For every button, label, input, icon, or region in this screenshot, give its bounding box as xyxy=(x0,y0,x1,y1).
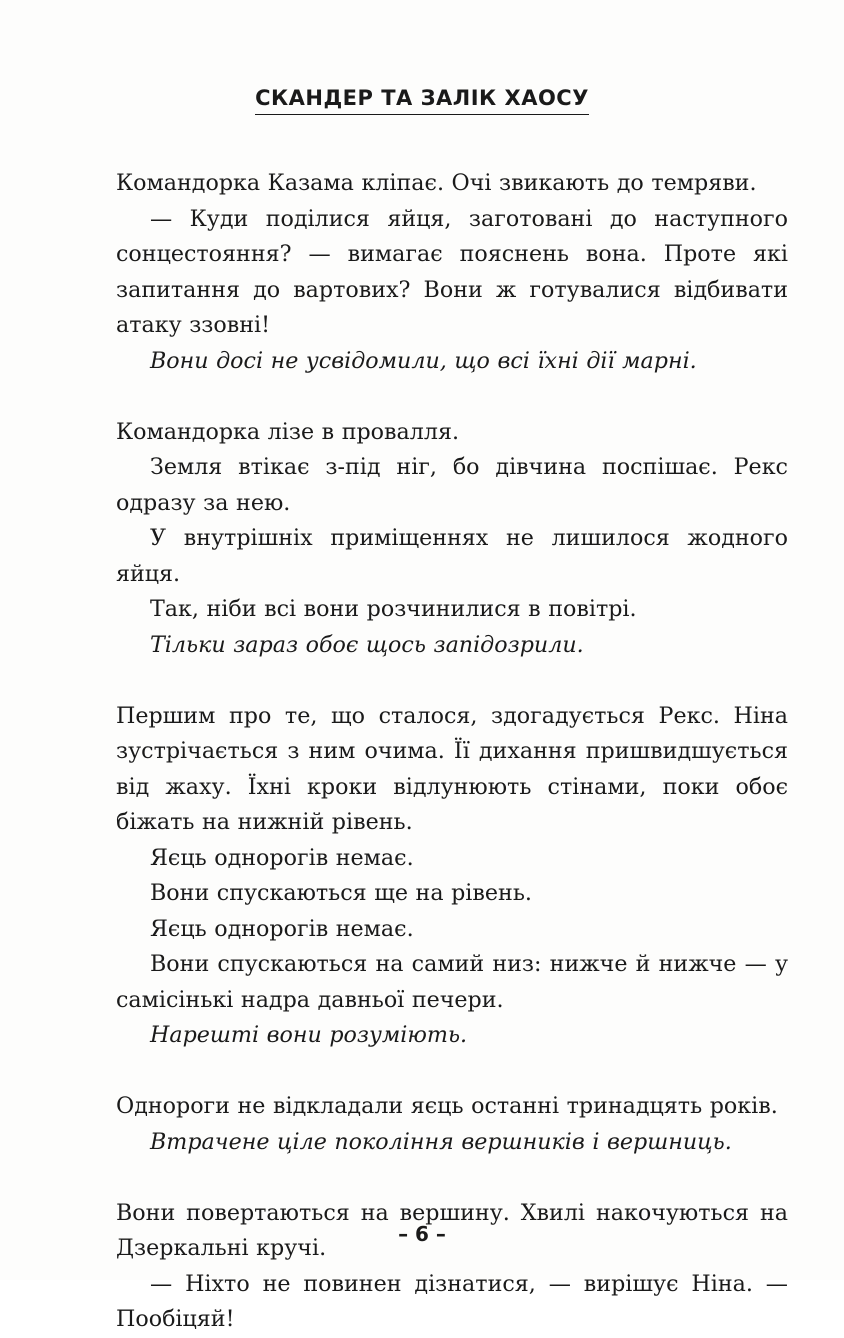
paragraph: Вони спускаються ще на рівень. xyxy=(150,880,532,906)
paragraph: Яєць однорогів немає. xyxy=(150,844,414,871)
paragraph: Однороги не відкладали яєць останні тринадцять років. xyxy=(116,1093,778,1119)
paragraph: Вони спускаються на самий низ: нижче й нижче — у самісінькі надра давньої печери. xyxy=(116,951,788,1013)
paragraph: Командорка лізе в провалля. xyxy=(116,418,460,445)
paragraph: У внутрішніх приміщеннях не лишилося жодного яйця. xyxy=(116,525,788,587)
running-head-title: СКАНДЕР ТА ЗАЛІК ХАОСУ xyxy=(255,86,589,115)
body-text xyxy=(116,166,788,1338)
running-head xyxy=(0,86,844,115)
italic-paragraph: Вони досі не усвідомили, що всі їхні дії марні. xyxy=(150,347,697,374)
italic-paragraph: Тільки зараз обоє щось запідозрили. xyxy=(150,631,584,658)
paragraph: — Куди поділися яйця, заготовані до наступного сонцестояння? — вимагає пояснень вона. Проте які запитання до вартових? Вони ж готувалися відбивати атаку ззовні! xyxy=(116,205,788,338)
paragraph: Першим про те, що сталося, здогадується Рекс. Ніна зустрічається з ним очима. Її дихання пришвидшується від жаху. Їхні кроки відлунюють стінами, поки обоє біжать на нижній рівень. xyxy=(116,702,788,835)
italic-paragraph: Втрачене ціле покоління вершників і вершниць. xyxy=(150,1128,732,1155)
paragraph: Земля втікає з-під ніг, бо дівчина поспішає. Рекс одразу за нею. xyxy=(116,454,788,516)
paragraph: Так, ніби всі вони розчинилися в повітрі. xyxy=(150,596,637,622)
paragraph: Вони повертаються на вершину. Хвилі накочуються на Дзеркальні кручі. xyxy=(116,1199,788,1261)
paragraph: — Ніхто не повинен дізнатися, — вирішує Ніна. — Пообіцяй! xyxy=(116,1270,788,1332)
italic-paragraph: Нарешті вони розуміють. xyxy=(150,1022,468,1048)
page-number: – 6 – xyxy=(398,1222,446,1246)
paragraph: Командорка Казама кліпає. Очі звикають до темряви. xyxy=(116,170,757,196)
paragraph: Яєць однорогів немає. xyxy=(150,915,414,942)
